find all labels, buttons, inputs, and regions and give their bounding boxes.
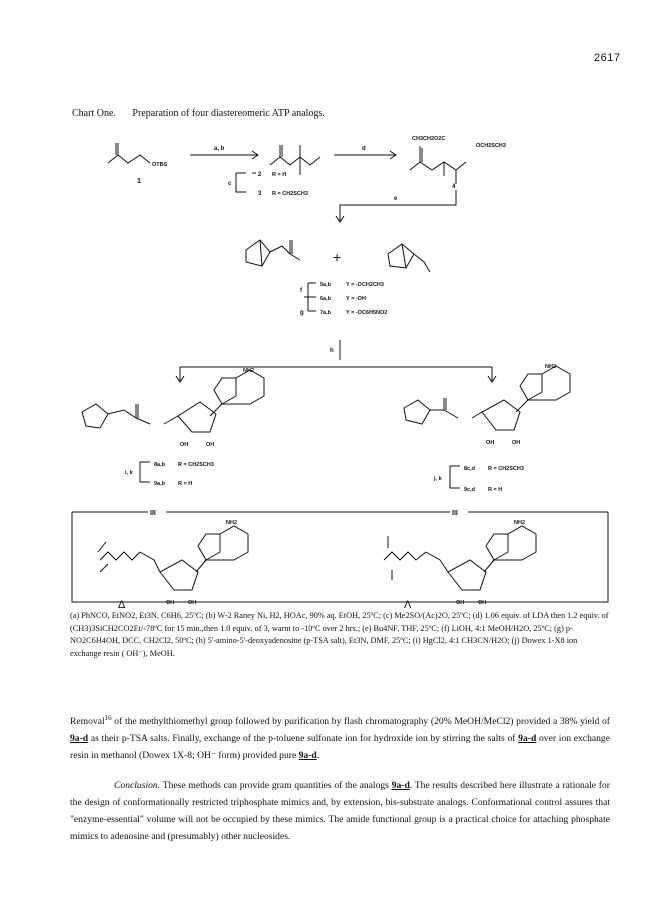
c2-sub: R = H: [272, 172, 287, 178]
page-number: 2617: [594, 52, 621, 64]
roman-left: III: [150, 510, 156, 517]
row8-desc: R = CH2SCH3: [178, 462, 214, 468]
row9cd-number: 9c,d: [464, 487, 476, 493]
ik-right-label: j, k: [434, 476, 442, 482]
row9-desc: R = H: [178, 481, 193, 487]
right-adenine-iii: [494, 526, 536, 560]
right-oh-1: OH: [486, 440, 495, 446]
row5-number: 5a,b: [320, 282, 332, 288]
p2-a: These methods can provide gram quantities of the analogs: [160, 780, 392, 791]
p2-b: . The results described here illustrate a rationale for the design of conformationally restricted triphosphate mimics and, by extension, bis-substrate analogs. Conformational control assures that "enzyme-essential" volume will not be occupied by these mimics. The amide functional group is a practical choice for attaching phosphate mimics to adenosine and (presumably) other nucleosides.: [70, 780, 610, 842]
p1-compound-2: 9a-d: [518, 733, 537, 745]
p1-a: Removal: [70, 716, 105, 728]
arrow-e: [340, 190, 456, 222]
left-adenine-iii: [206, 526, 248, 560]
row6-number: 6a,b: [320, 296, 332, 302]
compound-1-group: OTBS: [152, 162, 168, 168]
left-oh-2: OH: [206, 442, 215, 448]
right-cage: [404, 400, 430, 424]
right-adenine: [528, 366, 570, 400]
iii-right-nh2: NH2: [514, 520, 526, 526]
cage-right: [388, 244, 414, 268]
g-label: g: [300, 310, 304, 316]
right-phosphate-chain: [384, 552, 426, 560]
arrow-h-label: h: [330, 348, 334, 354]
compound-4-skeleton: [410, 162, 466, 170]
p1-compound-3: 9a-d: [298, 750, 317, 762]
cage-left: [246, 240, 270, 266]
row5-desc: Y = -OCH2CH3: [346, 282, 384, 288]
conclusion-heading: Conclusion.: [114, 780, 161, 791]
left-ribose-iii: [160, 560, 198, 590]
paragraph-removal: [70, 710, 610, 764]
compound-2-skeleton: [270, 157, 320, 165]
arrow-d-label: d: [362, 146, 366, 152]
arrow-e-label: e: [394, 196, 398, 202]
arrow-ab-label: a, b: [214, 146, 225, 152]
right-ribose-iii: [448, 560, 486, 590]
delta-symbol: Δ: [118, 599, 126, 611]
row6-desc: Y = -OH: [346, 296, 366, 302]
left-phosphate-chain: [100, 552, 140, 560]
och2sch3-group: OCH2SCH3: [476, 143, 506, 149]
lambda-symbol: Λ: [404, 599, 412, 611]
iii-left-nh2: NH2: [226, 520, 238, 526]
row9cd-desc: R = H: [488, 487, 503, 493]
right-ribose: [482, 400, 520, 430]
p2-compound-1: 9a-d: [391, 780, 410, 791]
left-nh2: NH2: [243, 368, 255, 374]
left-oh-1: OH: [180, 442, 189, 448]
row7-desc: Y = -OC6H5NO2: [346, 310, 388, 316]
scheme-footnote: (a) PhNCO, EtNO2, Et3N, C6H6, 25ºC; (b) W-2 Raney Ni, H2, HOAc, 90% aq. EtOH, 25ºC; (c) Me2SO/(Ac)2O, 25ºC; (d) 1.06 equiv. of LDA then 1.2 equiv. of (CH3)3SiCH2CO2Et/-78ºC for 15 min.,then 1.0 equiv. of 3, warm to -10ºC over 2 hrs.; (e) Bu4NF, THF, 25ºC; (f) LiOH, 4:1 MeOH/H2O, 25ºC; (g) p-NO2C6H4OH, DCC, CH2Cl2, 50ºC; (h) 5'-amino-5'-deoxyadenosine (p-TSA salt), Et3N, DMF, 25ºC; (i) HgCl2, 4:1 CH3CN/H2O; (j) Dowex 1-X8 ion exchange resin ( OH⁻), MeOH.: [70, 611, 609, 658]
iii-right-oh-1: OH: [456, 600, 465, 606]
right-nh2: NH2: [545, 364, 557, 370]
row7-number: 7a,b: [320, 310, 332, 316]
c2-label: 2: [258, 172, 262, 178]
right-oh-2: OH: [512, 440, 521, 446]
p1-compound-1: 9a-d: [70, 733, 89, 745]
chart-title: Preparation of four diastereomeric ATP analogs.: [132, 108, 325, 119]
c3-sub: R = CH2SCH3: [272, 191, 308, 197]
p1-c: as their p-TSA salts. Finally, exchange of the p-toluene sulfonate ion for hydroxide ion by stirring the salts of: [88, 733, 519, 745]
compound-1-skeleton: [108, 155, 150, 163]
left-ribose: [178, 402, 216, 432]
iii-left-oh-1: OH: [166, 600, 175, 606]
left-cage: [82, 404, 108, 428]
p1-d: over ion exchange resin in methanol (Dowex 1X-8; OH⁻ form) provided pure: [70, 733, 610, 762]
ik-left-label: i, k: [125, 470, 133, 476]
iii-right-oh-2: OH: [478, 600, 487, 606]
c3-label: 3: [258, 191, 262, 197]
p1-b: of the methylthiomethyl group followed by purification by flash chromatography (20% MeOH/MeCl2) provided a 38% yield of: [111, 716, 610, 728]
row8-number: 8a,b: [154, 462, 166, 468]
iii-left-oh-2: OH: [188, 600, 197, 606]
row8cd-desc: R = CH2SCH3: [488, 466, 524, 472]
plus-sign: +: [333, 249, 342, 265]
f-label: f: [300, 288, 302, 294]
paragraph-conclusion: [70, 777, 610, 845]
c-label: c: [228, 181, 232, 187]
p1-e: .: [316, 750, 320, 762]
roman-right: III: [452, 510, 458, 517]
compound-1-number: 1: [137, 178, 141, 185]
p1-ref: 16: [104, 714, 112, 722]
ester-group: CH3CH2O2C: [412, 136, 446, 142]
row8cd-number: 8c,d: [464, 466, 476, 472]
left-adenine: [222, 370, 264, 404]
compound-4-number: 4: [452, 184, 456, 190]
row9-number: 9a,b: [154, 481, 166, 487]
chart-label: Chart One.: [72, 108, 116, 119]
